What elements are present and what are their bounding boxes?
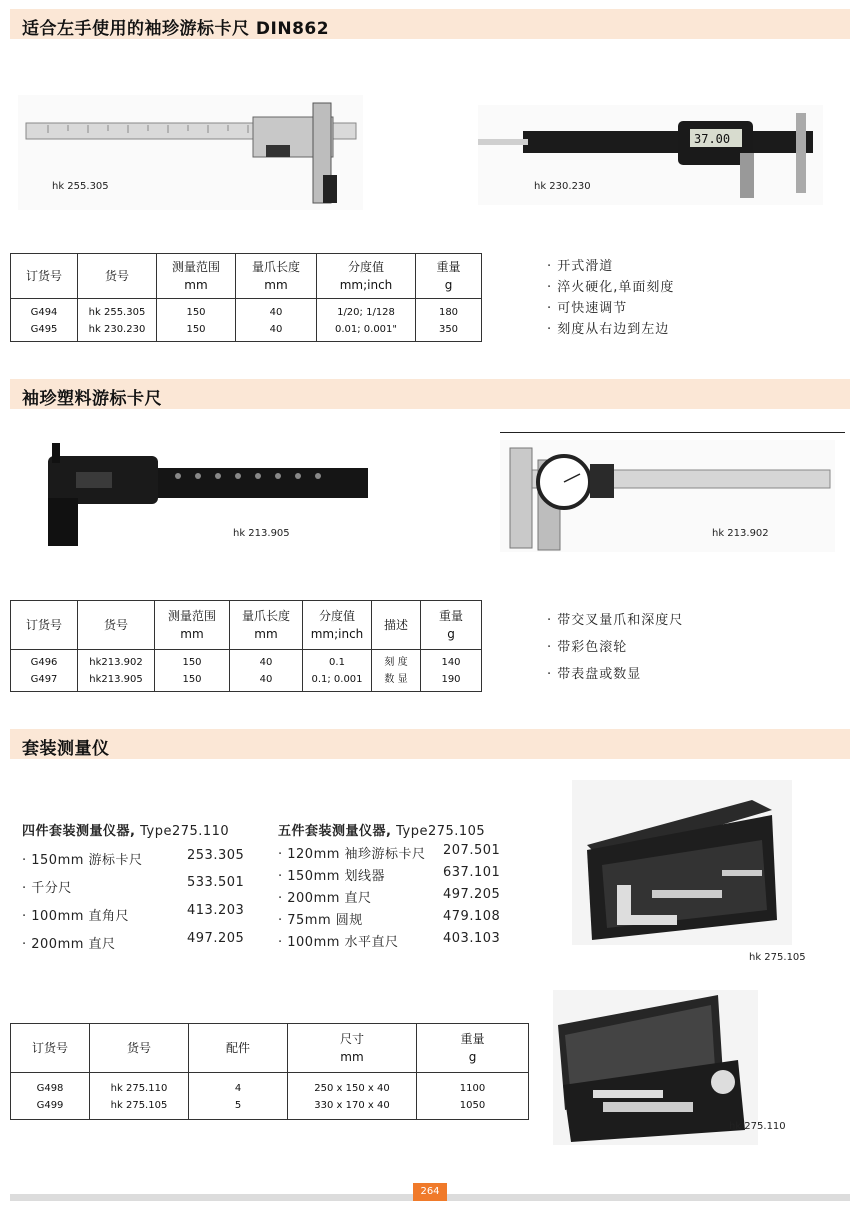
col-header: 订货号 — [11, 601, 78, 650]
table-row — [11, 1097, 529, 1120]
dial-caliper-image — [500, 440, 835, 552]
cell: 1100 — [459, 1083, 486, 1094]
section-title: 套装测量仪 — [22, 739, 110, 759]
feature-item: · 淬火硬化,单面刻度 — [547, 280, 675, 295]
col-header: 重量 g — [417, 1024, 529, 1073]
table-row — [11, 650, 482, 672]
table-row — [11, 321, 482, 342]
kit-item-code: 253.305 — [187, 848, 245, 863]
kit-item-code: 413.203 — [187, 903, 245, 918]
spec-table-2 — [10, 600, 482, 692]
cell: 40 — [236, 299, 317, 322]
cell: 1050 — [459, 1100, 486, 1111]
kit-item-name: · 120mm 袖珍游标卡尺 — [278, 847, 426, 862]
kit-item-name: · 75mm 圆规 — [278, 913, 363, 928]
kit-case-image — [553, 990, 758, 1145]
section-title: 袖珍塑料游标卡尺 — [22, 389, 162, 409]
cell: 250 x 150 x 40 — [288, 1073, 417, 1098]
kit-type: Type275.110 — [135, 824, 230, 839]
image-caption: hk 275.105 — [749, 952, 806, 963]
plastic-digital-caliper-image — [38, 438, 373, 548]
image-caption: hk 275.110 — [729, 1121, 786, 1132]
divider-line — [500, 432, 845, 433]
vernier-caliper-image — [18, 95, 363, 210]
cell: G494 — [11, 299, 78, 322]
cell: 150 — [157, 321, 236, 342]
spec-table-1 — [10, 253, 482, 342]
kit-type: Type275.105 — [391, 824, 486, 839]
cell: 190 — [441, 674, 461, 685]
feature-item: · 刻度从右边到左边 — [547, 322, 670, 337]
spec-table-3 — [10, 1023, 529, 1120]
section-header-1 — [10, 9, 850, 39]
table-header-row — [11, 601, 482, 650]
kit-item-code: 207.501 — [443, 843, 501, 858]
image-caption: hk 230.230 — [534, 181, 591, 192]
table-row — [11, 299, 482, 322]
kit-title: 五件套装测量仪器, — [278, 824, 392, 839]
lcd-reading: 37.00 — [694, 132, 731, 146]
feature-item: · 开式滑道 — [547, 259, 614, 274]
feature-item: · 带表盘或数显 — [547, 667, 642, 682]
image-caption: hk 213.902 — [712, 528, 769, 539]
image-caption: hk 213.905 — [233, 528, 290, 539]
cell: 0.1; 0.001 — [303, 671, 372, 692]
kit-4-list — [22, 820, 262, 955]
table-header-row — [11, 1024, 529, 1073]
cell: 0.01; 0.001" — [317, 321, 416, 342]
col-header: 货号 — [90, 1024, 189, 1073]
col-header: 量爪长度 mm — [236, 254, 317, 299]
feature-item: · 带彩色滚轮 — [547, 640, 628, 655]
image-caption: hk 255.305 — [52, 181, 109, 192]
cell: 5 — [189, 1097, 288, 1120]
kit-item-code: 497.205 — [443, 887, 501, 902]
feature-list-1 — [547, 256, 674, 340]
col-header: 订货号 — [11, 1024, 90, 1073]
col-header: 描述 — [372, 601, 421, 650]
col-header: 分度值 mm;inch — [317, 254, 416, 299]
cell: hk213.902 — [78, 650, 155, 672]
cell: hk 275.110 — [90, 1073, 189, 1098]
kit-item-code: 479.108 — [443, 909, 501, 924]
cell: G496 — [11, 650, 78, 672]
table-row — [11, 1073, 529, 1098]
col-header: 尺寸 mm — [288, 1024, 417, 1073]
cell: hk213.905 — [78, 671, 155, 692]
col-header: 测量范围 mm — [155, 601, 230, 650]
kit-item-code: 637.101 — [443, 865, 501, 880]
kit-5-list — [278, 820, 518, 955]
col-header: 量爪长度 mm — [230, 601, 303, 650]
kit-case-image — [572, 780, 792, 945]
cell: hk 275.105 — [90, 1097, 189, 1120]
page-number: 264 — [413, 1183, 447, 1201]
table-header-row — [11, 254, 482, 299]
cell: G499 — [11, 1097, 90, 1120]
kit-item-name: · 150mm 划线器 — [278, 869, 386, 884]
section-header-2 — [10, 379, 850, 409]
col-header: 分度值 mm;inch — [303, 601, 372, 650]
cell: 40 — [236, 321, 317, 342]
section-title: 适合左手使用的袖珍游标卡尺 DIN862 — [22, 19, 330, 39]
cell: 数 显 — [372, 671, 421, 692]
cell: 150 — [157, 299, 236, 322]
cell: 150 — [155, 650, 230, 672]
kit-item-name: · 千分尺 — [22, 881, 72, 896]
col-header: 配件 — [189, 1024, 288, 1073]
cell: hk 255.305 — [78, 299, 157, 322]
feature-list-2 — [547, 607, 683, 688]
col-header: 重量 g — [416, 254, 482, 299]
cell: 40 — [230, 671, 303, 692]
feature-item: · 可快速调节 — [547, 301, 628, 316]
kit-item-name: · 200mm 直尺 — [278, 891, 372, 906]
col-header: 货号 — [78, 601, 155, 650]
table-row — [11, 671, 482, 692]
kit-item-code: 403.103 — [443, 931, 501, 946]
kit-item-name: · 150mm 游标卡尺 — [22, 853, 143, 868]
cell: 150 — [155, 671, 230, 692]
col-header: 测量范围 mm — [157, 254, 236, 299]
kit-item-name: · 100mm 直角尺 — [22, 909, 130, 924]
cell: 330 x 170 x 40 — [288, 1097, 417, 1120]
cell: 180 — [438, 307, 459, 318]
feature-item: · 带交叉量爪和深度尺 — [547, 613, 684, 628]
kit-title: 四件套装测量仪器, — [22, 824, 136, 839]
col-header: 订货号 — [11, 254, 78, 299]
col-header: 重量 g — [421, 601, 482, 650]
kit-item-name: · 200mm 直尺 — [22, 937, 116, 952]
cell: 1/20; 1/128 — [317, 299, 416, 322]
cell: 40 — [230, 650, 303, 672]
col-header: 货号 — [78, 254, 157, 299]
cell: 140 — [441, 657, 461, 668]
cell: 4 — [189, 1073, 288, 1098]
kit-item-code: 533.501 — [187, 875, 245, 890]
cell: G498 — [11, 1073, 90, 1098]
digital-caliper-image — [478, 105, 823, 205]
cell: G495 — [11, 321, 78, 342]
cell: hk 230.230 — [78, 321, 157, 342]
kit-item-name: · 100mm 水平直尺 — [278, 935, 399, 950]
cell: G497 — [11, 671, 78, 692]
section-header-3 — [10, 729, 850, 759]
cell: 350 — [438, 324, 459, 335]
kit-item-code: 497.205 — [187, 931, 245, 946]
cell: 0.1 — [303, 650, 372, 672]
cell: 刻 度 — [372, 650, 421, 672]
